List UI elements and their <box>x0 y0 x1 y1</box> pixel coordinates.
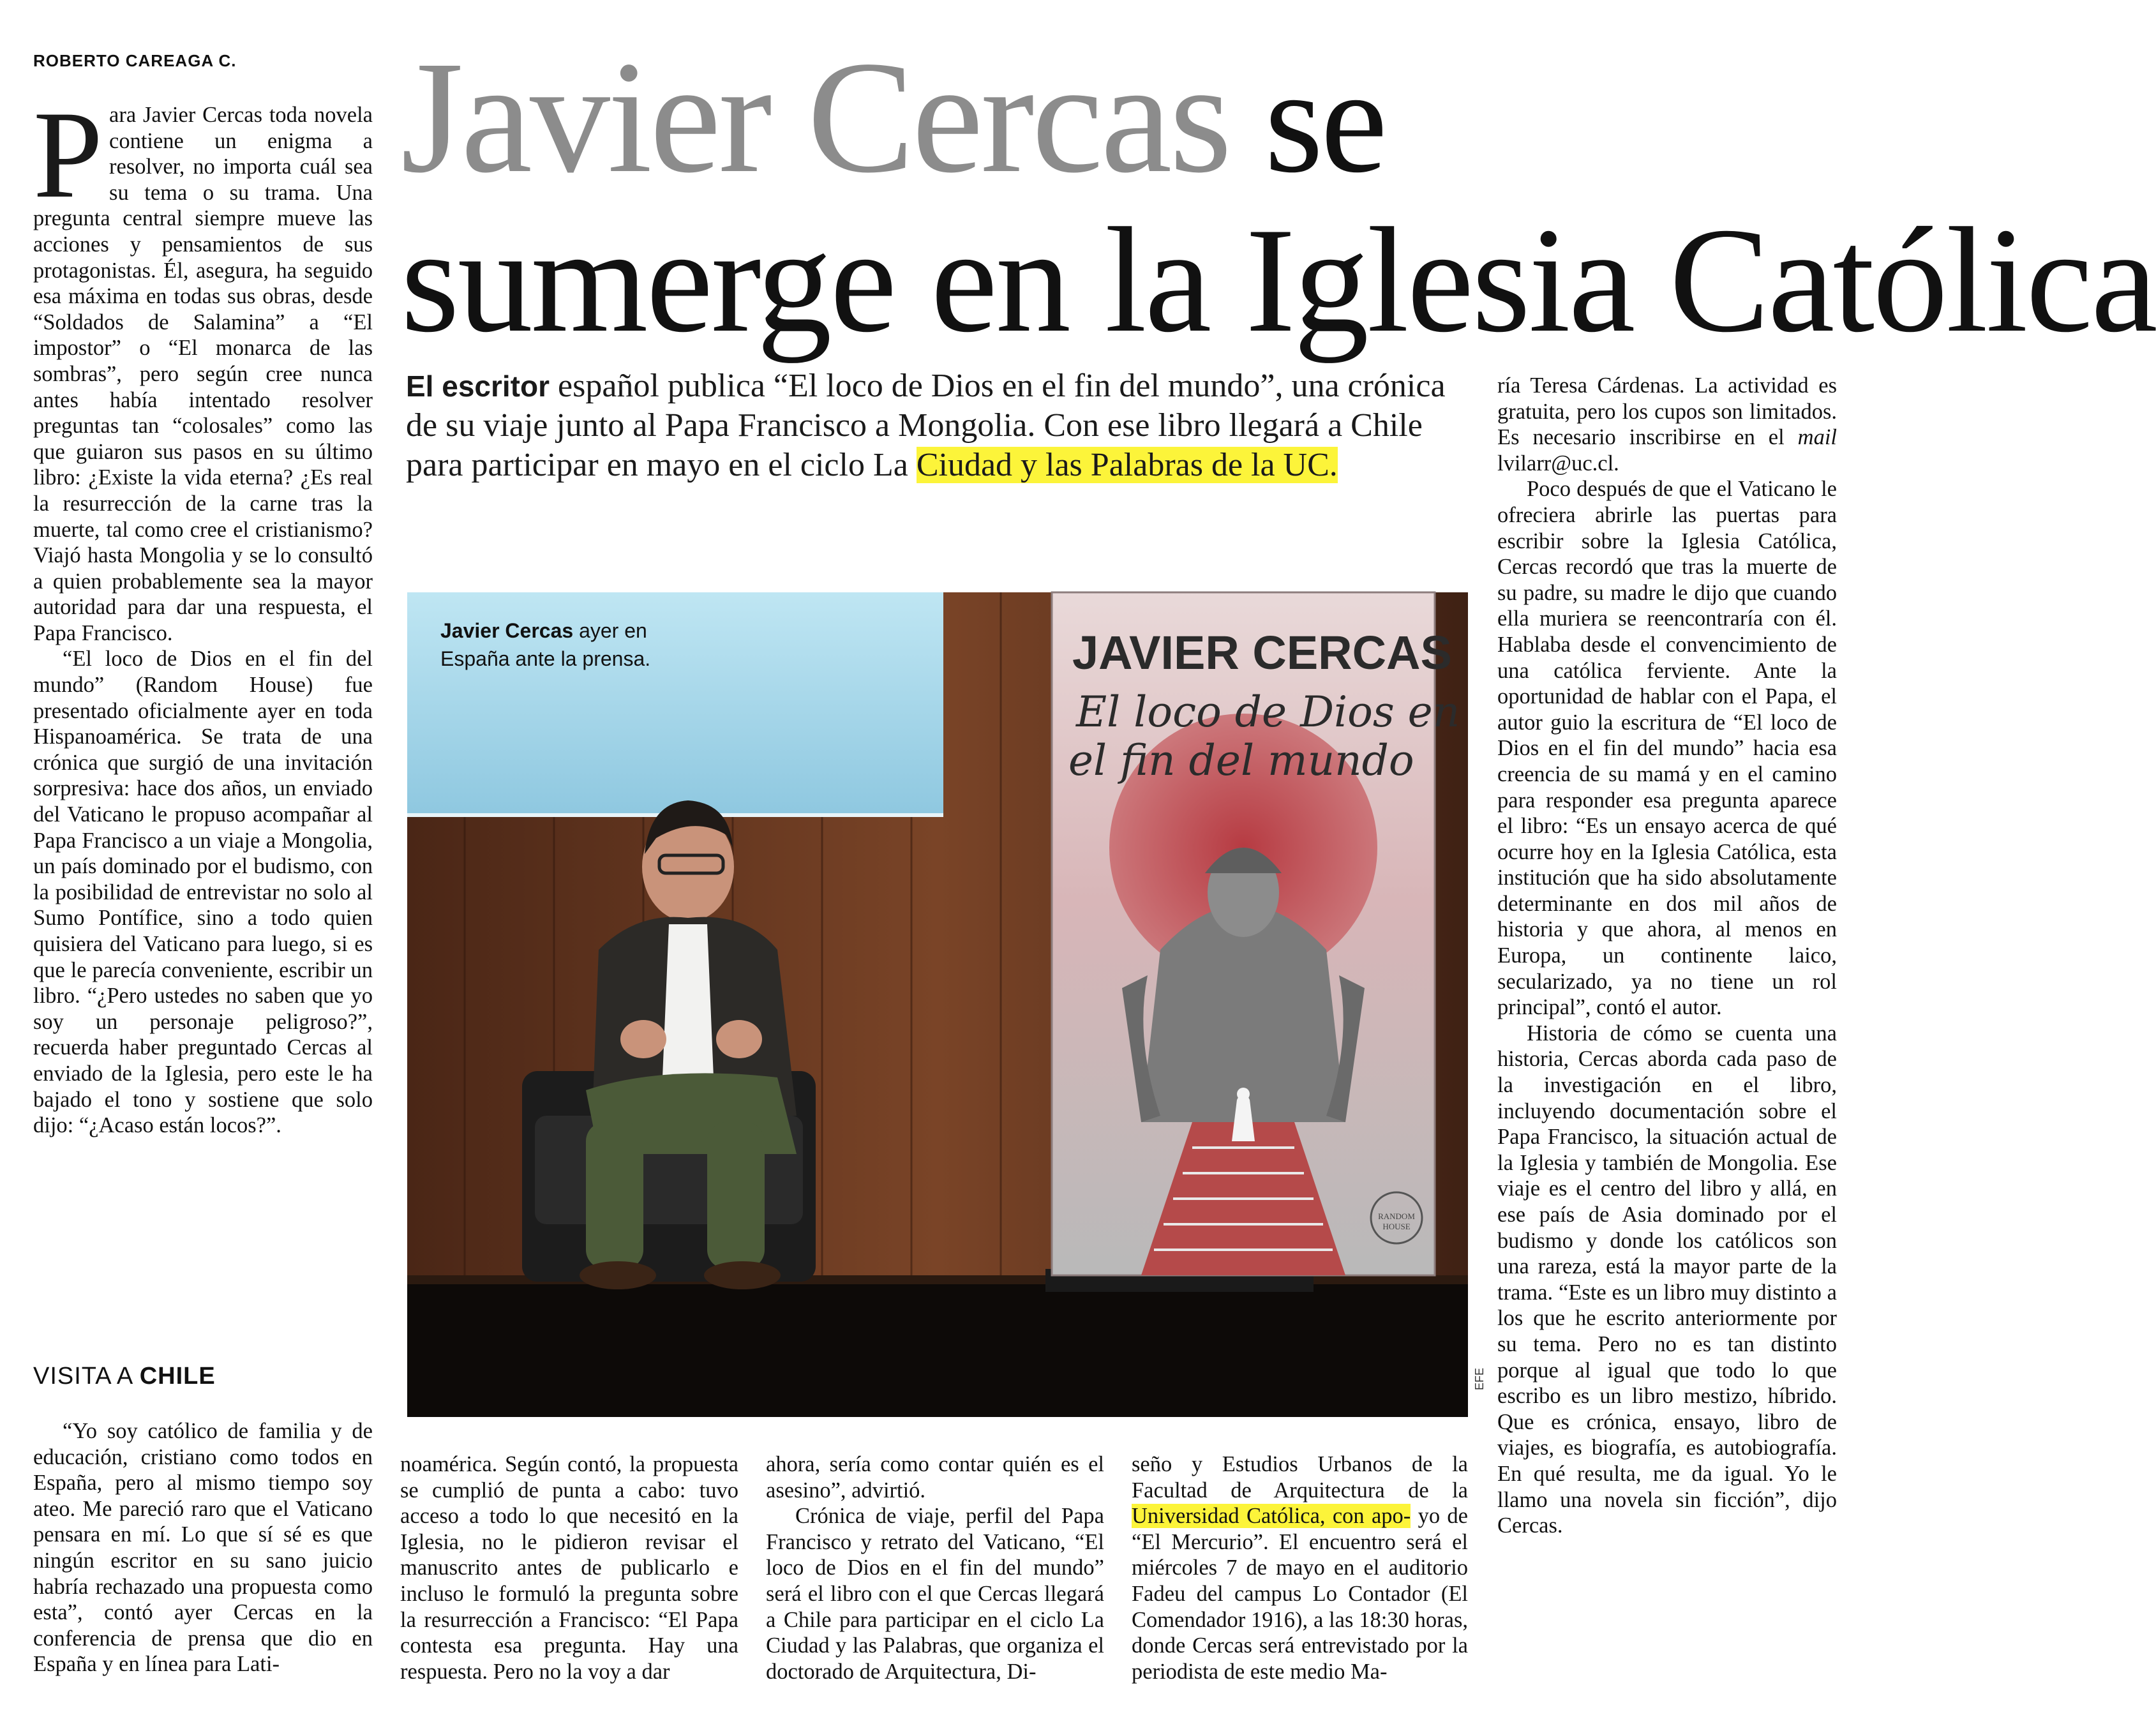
headline-line-2: sumerge en la Iglesia Católica <box>401 197 2156 364</box>
cover-title-line-2: el fin del mundo <box>1068 736 1414 785</box>
photo-illustration <box>407 592 1468 1417</box>
publisher-logo-line-2: HOUSE <box>1382 1222 1411 1231</box>
col5-paragraph-1: ría Teresa Cárdenas. La actividad es gratuita, pero los cupos son limitados. Es necesario inscribirse en el mail lvilarr@uc.cl. <box>1497 373 1837 476</box>
deck-text: español publica “El loco de Dios en el fin del mundo”, una crónica de su viaje junto al Papa Francisco a Mongolia. Con ese libro llegará a Chile para participar en mayo en el ciclo La <box>406 368 1446 483</box>
column-4 <box>1132 1451 1468 1684</box>
headline-line-1 <box>401 27 1385 206</box>
deck-lead: El escritor <box>406 370 550 403</box>
col3-paragraph-1: ahora, sería como contar quién es el asesino”, advirtió. <box>766 1452 1104 1503</box>
col3-paragraph-2: Crónica de viaje, perfil del Papa Francisco y retrato del Vaticano, “El loco de Dios en el fin del mundo” será el libro con el que Cercas llegará a Chile para participar en el ciclo La Ciudad y las Palabras, que organiza el doctorado de Arquitectura, Di- <box>766 1504 1104 1684</box>
article-photo <box>407 592 1468 1417</box>
column-1 <box>33 86 373 1139</box>
headline-se: se <box>1229 38 1385 204</box>
col1-paragraph-2: “El loco de Dios en el fin del mundo” (Random House) fue presentado oficialmente ayer en toda Hispanoamérica. Se trata de una crónica que surgió de una invitación sorpresiva: hace dos años, un enviado del Vaticano le propuso acompañar al Papa Francisco a un viaje a Mongolia, un país dominado por el budismo, con la posibilidad de entrevistar no solo al Sumo Pontífice, sino a todo quien quisiera del Vaticano para luego, si es que le parecía conveniente, escribir un libro. “¿Pero ustedes no saben que yo soy un personaje peligroso?”, recuerda haber preguntado Cercas al enviado de la Iglesia, pero este le ha bajado el tono y sostiene que solo dijo: “¿Acaso están locos?”. <box>33 647 373 1138</box>
column-2 <box>400 1451 738 1684</box>
col4-highlight: Universidad Católica, con apo- <box>1132 1504 1411 1529</box>
deck-highlight: Ciudad y las Palabras de la UC. <box>916 447 1338 483</box>
photo-caption: Javier Cercas ayer en España ante la prensa. <box>440 619 651 670</box>
col2-paragraph-1: noamérica. Según contó, la propuesta se cumplió de punta a cabo: tuvo acceso a todo lo que necesitó en la Iglesia, no le pidieron revisar el manuscrito antes de publicarlo e incluso le formuló la pregunta sobre la resurrección a Francisco: “El Papa contesta esa pregunta. Hay una respuesta. Pero no la voy a dar <box>400 1452 738 1684</box>
cover-author: JAVIER CERCAS <box>1072 626 1452 679</box>
publisher-logo-line-1: RANDOM <box>1378 1211 1415 1221</box>
column-5 <box>1497 373 1837 1539</box>
photo-credit: EFE <box>1473 1367 1486 1390</box>
cover-title-line-1: El loco de Dios en <box>1076 687 1460 737</box>
col5-paragraph-2: Poco después de que el Vaticano le ofreciera abrirle las puertas para escribir sobre la Iglesia Católica, Cercas recordó que tras la muerte de su padre, su madre le dijo que cuando ella muriera se reencontraría con él. Hablaba desde el convencimiento de una católica ferviente. Ante la oportunidad de hablar con el Papa, el autor guio la escritura de “El loco de Dios en el fin del mundo” hacia esa creencia de su mamá y en el camino para responder esa pregunta aparece el libro: “Es un ensayo acerca de qué ocurre hoy en la Iglesia Católica, esta institución que ha sido absolutamente determinante en dos mil años de historia y que ahora, al menos en Europa, un continente laico, secularizado, ya no tiene un rol principal”, contó el autor. <box>1497 477 1837 1020</box>
column-3 <box>766 1451 1104 1684</box>
deck <box>406 366 1465 485</box>
col1-paragraph-3: “Yo soy católico de familia y de educación, cristiano como todos en España, pero al mismo tiempo soy ateo. Me pareció raro que el Vaticano pensara en mí. Lo que sí sé es que ningún escritor en su sano juicio habría rechazado una propuesta como esta”, contó ayer Cercas en la conferencia de prensa que dio en España y en línea para Lati- <box>33 1419 373 1677</box>
col1-paragraph-1: Para Javier Cercas toda novela contiene un enigma a resolver, no importa cuál sea su tema o su trama. Una pregunta central siempre mueve las acciones y pensamientos de sus protagonistas. Él, asegura, ha seguido esa máxima en todas sus obras, desde “Soldados de Salamina” a “El impostor” o “El monarca de las sombras”, pero según cree nunca antes había intentado resolver preguntas tan “colosales” como las que guiaron sus pasos en su último libro: ¿Existe la vida eterna? ¿Es real la resurrección de la carne tras la muerte, tal como cree el cristianismo? Viajó hasta Mongolia y se lo consultó a quien probablemente sea la mayor autoridad para dar una respuesta, el Papa Francisco. <box>33 86 373 645</box>
section-subhead: VISITA A CHILE <box>33 1363 216 1390</box>
col4-paragraph-1: seño y Estudios Urbanos de la Facultad de Arquitectura de la Universidad Católica, con apo- yo de “El Mercurio”. El encuentro será el miércoles 7 de mayo en el auditorio Fadeu del campus Lo Contador (El Comendador 1916), a las 18:30 horas, donde Cercas será entrevistado por la periodista de este medio Ma- <box>1132 1452 1468 1684</box>
headline-name: Javier Cercas <box>401 27 1230 206</box>
column-1-lower <box>33 1418 373 1677</box>
drop-cap: P <box>33 86 103 224</box>
byline: ROBERTO CAREAGA C. <box>33 51 237 70</box>
col5-paragraph-3: Historia de cómo se cuenta una historia, Cercas aborda cada paso de la investigación en el libro, incluyendo documentación sobre el Papa Francisco, la situación actual de la Iglesia y también de Mongolia. Ese viaje es el centro del libro y allá, en ese país de Asia dominado por el budismo y donde los católicos son una rareza, está la mayor parte de la trama. “Este es un libro muy distinto a los que he escrito anteriormente por su tema. Pero no es tan distinto porque al igual que todo lo que escribo es un libro mestizo, híbrido. Que es crónica, ensayo, libro de viajes, es biografía, es autobiografía. En qué resulta, me da igual. Yo le llamo una novela sin ficción”, dijo Cercas. <box>1497 1021 1837 1538</box>
